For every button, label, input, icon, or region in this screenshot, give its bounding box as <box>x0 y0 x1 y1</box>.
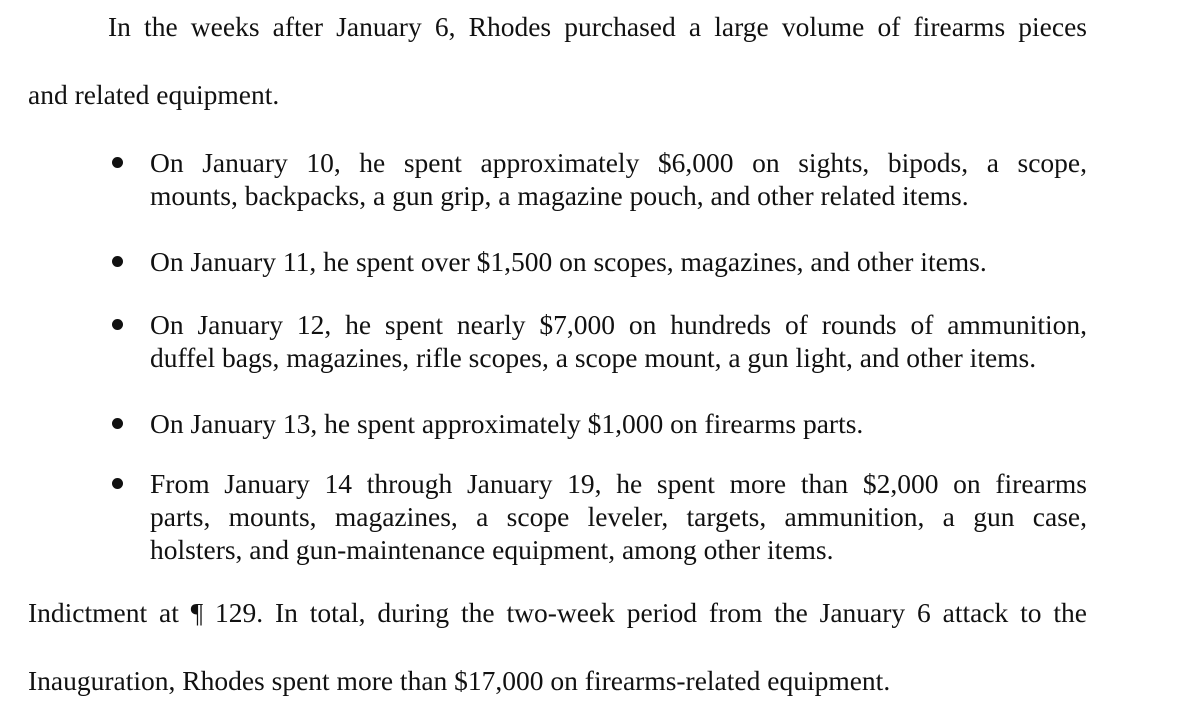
list-item-line: On January 10, he spent approximately $6,000 on sights, bipods, a scope, <box>150 147 1087 178</box>
conclusion-line-1: Indictment at ¶ 129. In total, during the two-week period from the January 6 attack to the <box>28 597 1087 628</box>
bullet-marker <box>112 478 123 489</box>
intro-line-1: In the weeks after January 6, Rhodes purchased a large volume of firearms pieces <box>108 11 1087 42</box>
list-item-line: On January 13, he spent approximately $1,000 on firearms parts. <box>150 408 864 439</box>
list-item-line: duffel bags, magazines, rifle scopes, a scope mount, a gun light, and other items. <box>150 342 1037 373</box>
list-item-line: On January 11, he spent over $1,500 on scopes, magazines, and other items. <box>150 246 987 277</box>
list-item <box>150 467 1087 566</box>
list-item-line: mounts, backpacks, a gun grip, a magazine pouch, and other related items. <box>150 180 969 211</box>
conclusion-line-2: Inauguration, Rhodes spent more than $17,000 on firearms-related equipment. <box>28 665 891 696</box>
list-item-line: From January 14 through January 19, he spent more than $2,000 on firearms <box>150 468 1087 499</box>
bullet-marker <box>112 157 123 168</box>
list-item <box>150 407 1087 440</box>
bullet-marker <box>112 319 123 330</box>
list-item-line: parts, mounts, magazines, a scope leveler, targets, ammunition, a gun case, <box>150 501 1087 532</box>
list-item <box>150 146 1087 212</box>
list-item-line: On January 12, he spent nearly $7,000 on hundreds of rounds of ammunition, <box>150 309 1087 340</box>
list-item <box>150 308 1087 374</box>
bullet-marker <box>112 418 123 429</box>
intro-line-2: and related equipment. <box>28 79 280 110</box>
list-item <box>150 245 1087 278</box>
list-item-line: holsters, and gun-maintenance equipment, among other items. <box>150 534 834 565</box>
bullet-marker <box>112 256 123 267</box>
